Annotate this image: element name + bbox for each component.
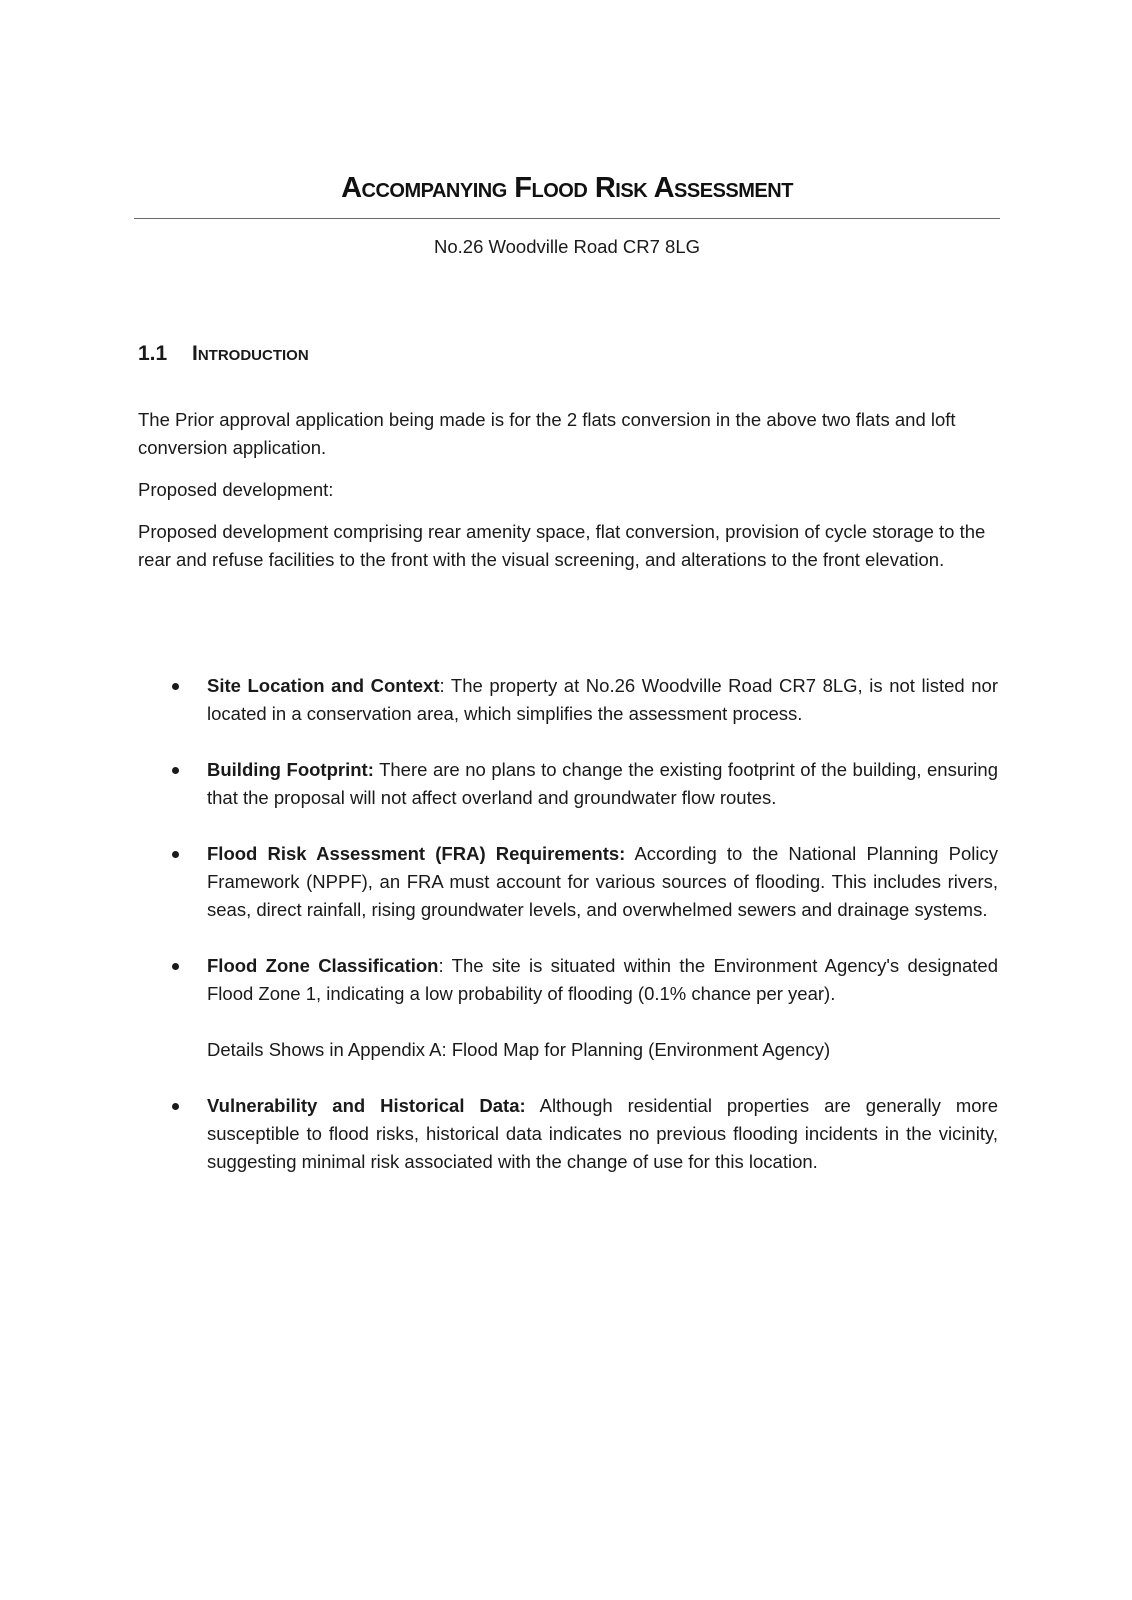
bullet-icon <box>172 767 179 774</box>
bullet-label: Flood Zone Classification <box>207 955 439 976</box>
bullet-text: There are no plans to change the existing footprint of the building, ensuring that the proposal will not affect overland and groundwater flow routes. <box>207 759 998 808</box>
section-heading <box>138 342 309 366</box>
bullet-separator: : <box>438 955 452 976</box>
title-divider <box>134 218 1000 219</box>
bullet-separator <box>526 1095 540 1116</box>
bullet-icon <box>172 1103 179 1110</box>
bullet-text: According to the National Planning Policy Framework (NPPF), an FRA must account for various sources of flooding. This includes rivers, seas, direct rainfall, rising groundwater levels, and overwhelmed sewers and drainage systems. <box>207 843 998 920</box>
appendix-note: Details Shows in Appendix A: Flood Map for Planning (Environment Agency) <box>207 1039 831 1060</box>
section-number: 1.1 <box>138 342 168 365</box>
bullet-label: Building Footprint: <box>207 759 374 780</box>
bullet-label: Flood Risk Assessment (FRA) Requirements: <box>207 843 626 864</box>
intro-paragraph: Proposed development comprising rear amenity space, flat conversion, provision of cycle storage to the rear and refuse facilities to the front with the visual screening, and alterations to the front elevation. <box>138 521 986 570</box>
list-item <box>207 952 998 1064</box>
bullet-text: The site is situated within the Environment Agency's designated Flood Zone 1, indicating a low probability of flooding (0.1% chance per year). <box>207 955 998 1004</box>
bullet-list <box>0 672 1132 1204</box>
bullet-label: Vulnerability and Historical Data: <box>207 1095 526 1116</box>
section-title: Introduction <box>192 342 309 365</box>
document-subtitle: No.26 Woodville Road CR7 8LG <box>434 236 700 257</box>
intro-paragraph: Proposed development: <box>138 479 334 500</box>
intro-paragraph: The Prior approval application being made is for the 2 flats conversion in the above two flats and loft conversion application. <box>138 409 956 458</box>
list-item <box>207 1092 998 1176</box>
document-title: Accompanying Flood Risk Assessment <box>341 172 793 204</box>
bullet-icon <box>172 963 179 970</box>
list-item <box>207 672 998 728</box>
bullet-text: The property at No.26 Woodville Road CR7 8LG, is not listed nor located in a conservation area, which simplifies the assessment process. <box>207 675 998 724</box>
list-item <box>207 840 998 924</box>
bullet-label: Site Location and Context <box>207 675 440 696</box>
bullet-text: Although residential properties are generally more susceptible to flood risks, historical data indicates no previous flooding incidents in the vicinity, suggesting minimal risk associated with the change of use for this location. <box>207 1095 998 1172</box>
list-item <box>207 756 998 812</box>
bullet-icon <box>172 851 179 858</box>
bullet-icon <box>172 683 179 690</box>
bullet-separator: : <box>439 675 451 696</box>
